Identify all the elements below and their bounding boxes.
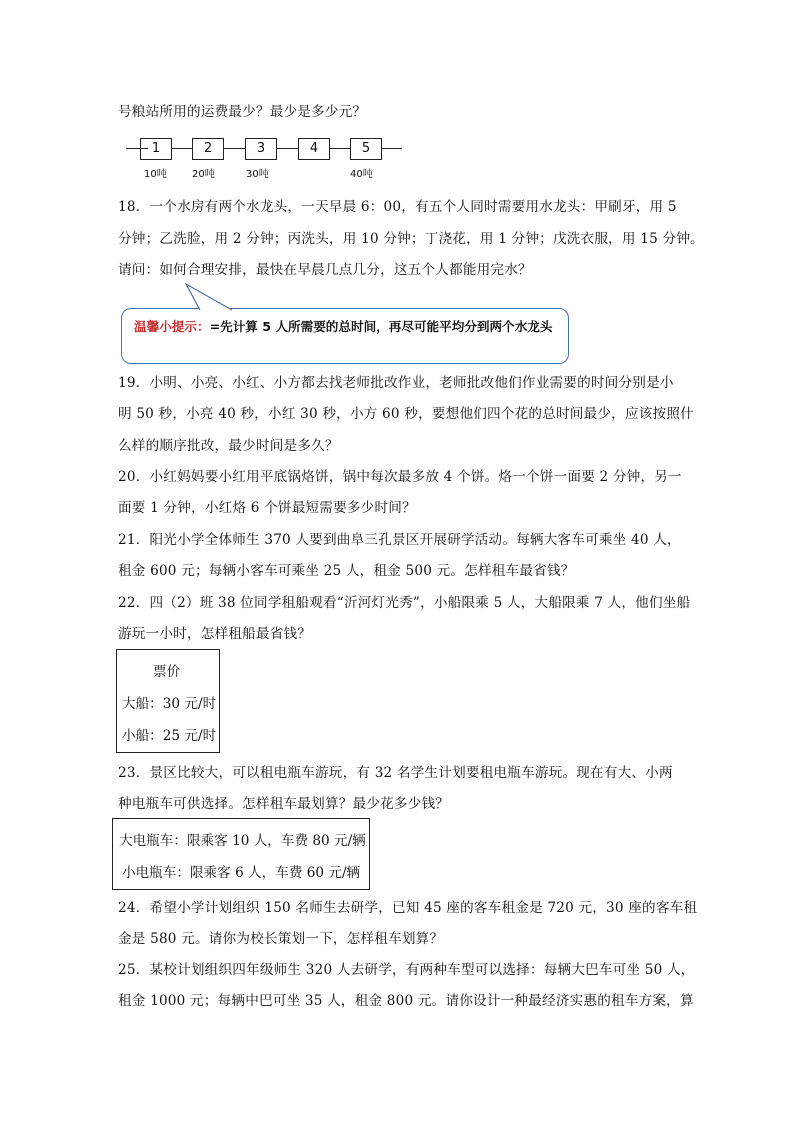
small-cart-price: 小电瓶车：限乘客 6 人，车费 60 元/辆 [122, 865, 361, 881]
station-box: 1 [140, 138, 172, 160]
q18-line-1: 18．一个水房有两个水龙头，一天早晨 6：00，有五个人同时需要用水龙头：甲刷牙，用 5 [118, 199, 677, 215]
diagram-line [172, 148, 192, 149]
q23-line-2: 种电瓶车可供选择。怎样租车最划算？最少花多少钱？ [118, 796, 450, 812]
q21-line-2: 租金 600 元；每辆小客车可乘坐 25 人，租金 500 元。怎样租车最省钱？ [118, 563, 575, 579]
station-box: 3 [245, 138, 277, 160]
q20-line-2: 面要 1 分钟，小红烙 6 个饼最短需要多少时间？ [118, 500, 416, 516]
diagram-line [277, 148, 298, 149]
q24-line-1: 24．希望小学计划组织 150 名师生去研学，已知 45 座的客车租金是 720 元，30 座的客车租 [118, 900, 698, 916]
diagram-line [382, 148, 402, 149]
station-box: 2 [192, 138, 224, 160]
q20-line-1: 20．小红妈妈要小红用平底锅烙饼，锅中每次最多放 4 个饼。烙一个饼一面要 2 分钟，另一 [118, 469, 682, 485]
diagram-line [224, 148, 245, 149]
q19-line-1: 19．小明、小亮、小红、小方都去找老师批改作业，老师批改他们作业需要的时间分别是小 [118, 375, 674, 391]
callout-tail [180, 283, 240, 311]
q22-line-1: 22．四（2）班 38 位同学租船观看“沂河灯光秀”，小船限乘 5 人，大船限乘 7 人，他们坐船 [118, 595, 691, 611]
big-boat-price: 大船：30 元/时 [122, 696, 217, 712]
q24-line-2: 金是 580 元。请你为校长策划一下，怎样租车划算？ [118, 931, 444, 947]
diagram-line [330, 148, 350, 149]
boat-price-box [116, 649, 220, 753]
price-title: 票价 [153, 664, 181, 680]
hint-callout [121, 308, 569, 364]
ton-label: 30吨 [246, 169, 269, 180]
hint-label: 温馨小提示： [134, 319, 210, 334]
station-box: 4 [298, 138, 330, 160]
q18-line-2: 分钟；乙洗脸，用 2 分钟；丙洗头，用 10 分钟；丁浇花，用 1 分钟；戊洗衣服，用 15 分钟。 [118, 231, 704, 247]
q25-line-1: 25．某校计划组织四年级师生 320 人去研学，有两种车型可以选择：每辆大巴车可坐 50 人， [118, 962, 695, 978]
q21-line-1: 21．阳光小学全体师生 370 人要到曲阜三孔景区开展研学活动。每辆大客车可乘坐 40 人， [118, 532, 681, 548]
q22-line-2: 游玩一小时，怎样租船最省钱？ [118, 626, 312, 642]
station-box: 5 [350, 138, 382, 160]
big-cart-price: 大电瓶车：限乘客 10 人，车费 80 元/辆 [119, 833, 366, 849]
ton-label: 40吨 [350, 169, 373, 180]
q19-line-3: 么样的顺序批改，最少时间是多久？ [118, 438, 339, 454]
q25-line-2: 租金 1000 元；每辆中巴可坐 35 人，租金 800 元。请你设计一种最经济实惠的租车方案，算 [118, 993, 694, 1009]
ton-label: 20吨 [192, 169, 215, 180]
intro-line: 号粮站所用的运费最少？最少是多少元？ [118, 104, 367, 120]
hint-text-block [134, 318, 559, 336]
ton-label: 10吨 [144, 169, 167, 180]
q19-line-2: 明 50 秒，小亮 40 秒，小红 30 秒，小方 60 秒，要想他们四个花的总时间最少，应该按照什 [118, 406, 694, 422]
q18-line-3: 请问：如何合理安排，最快在早晨几点几分，这五个人都能用完水？ [118, 262, 532, 278]
small-boat-price: 小船：25 元/时 [122, 728, 217, 744]
station-diagram [118, 132, 418, 182]
q23-line-1: 23．景区比较大，可以租电瓶车游玩，有 32 名学生计划要租电瓶车游玩。现在有大、小两 [118, 765, 673, 781]
hint-body: =先计算 5 人所需要的总时间，再尽可能平均分到两个水龙头 [209, 319, 553, 334]
cart-price-box [112, 818, 370, 890]
